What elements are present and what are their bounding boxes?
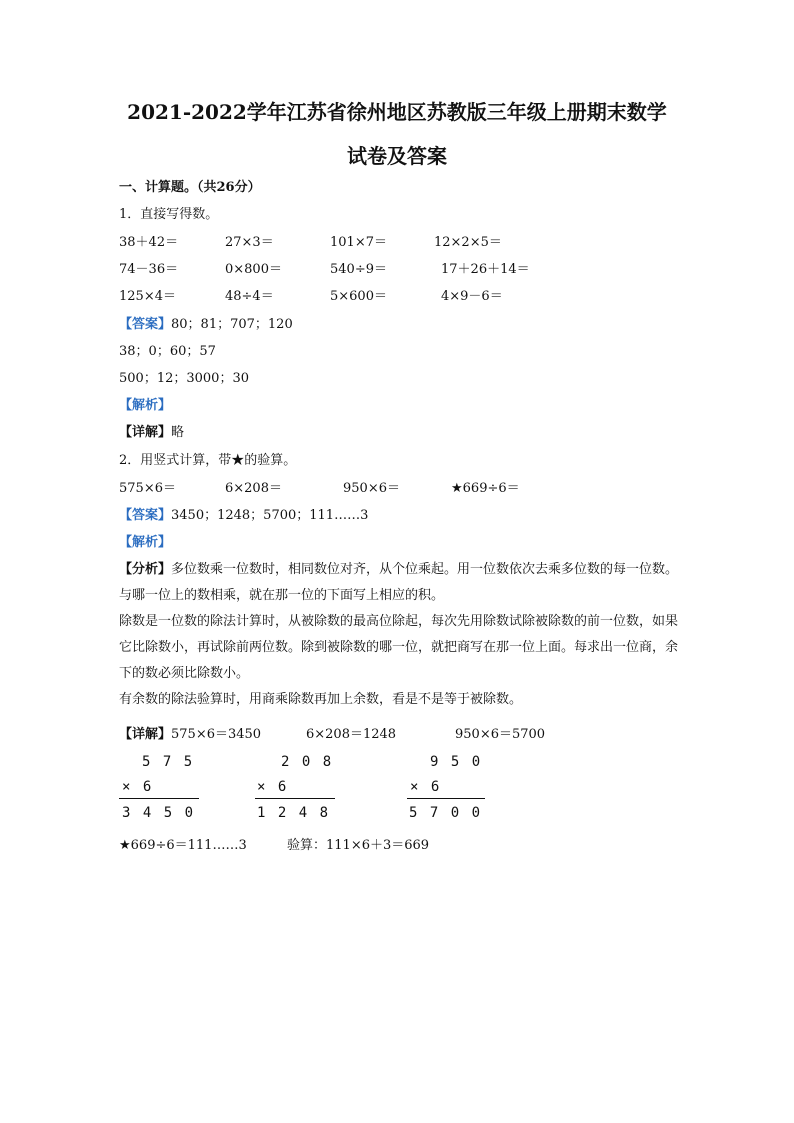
answer-text: 3450；1248；5700；111……3 xyxy=(171,508,369,523)
detail-item: 575×6＝3450 xyxy=(171,727,262,742)
vertical-rule xyxy=(255,798,335,799)
vertical-product: 5 7 0 0 xyxy=(409,805,483,821)
q1-detail-line xyxy=(119,425,184,441)
q1-answer-line3: 500；12；3000；30 xyxy=(119,371,249,386)
q2-answer-line xyxy=(119,508,368,524)
q1-cell: 5×600＝ xyxy=(330,289,387,304)
vertical-rule xyxy=(407,798,485,799)
q1-analysis-tag: 【解析】 xyxy=(119,398,172,413)
vertical-multiplicand: 9 5 0 xyxy=(430,754,483,770)
vertical-product: 3 4 5 0 xyxy=(122,805,196,821)
answer-text: 80；81；707；120 xyxy=(171,317,293,332)
q2-item: 6×208＝ xyxy=(225,481,282,496)
detail-tag: 【详解】 xyxy=(119,727,172,742)
document-title-line2: 试卷及答案 xyxy=(347,144,447,168)
vertical-multiplier: × 6 xyxy=(122,779,154,795)
q1-cell: 0×800＝ xyxy=(225,262,282,277)
q1-cell: 74－36＝ xyxy=(119,262,179,277)
q1-cell: 48÷4＝ xyxy=(225,289,274,304)
q2-detail-line xyxy=(119,727,261,743)
vertical-multiplicand: 5 7 5 xyxy=(142,754,195,770)
detail-tag: 【详解】 xyxy=(119,425,172,440)
q2-prompt: 2．用竖式计算，带★的验算。 xyxy=(119,453,297,468)
q2-fenxi-paragraph-2: 除数是一位数的除法计算时，从被除数的最高位除起，每次先用除数试除被除数的前一位数，如果它比除数小，再试除前两位数。除到被除数的哪一位，就把商写在那一位上面。每求出一位商，余下的数必须比除数小。 xyxy=(119,614,679,681)
check-line: 验算：111×6＋3＝669 xyxy=(287,838,430,853)
q1-cell: 38＋42＝ xyxy=(119,235,179,250)
q2-item: 950×6＝ xyxy=(343,481,400,496)
q2-analysis-tag: 【解析】 xyxy=(119,535,172,550)
q2-fenxi-paragraph xyxy=(119,557,679,609)
q1-answer-line xyxy=(119,317,293,333)
answer-tag: 【答案】 xyxy=(119,508,172,523)
detail-item: 950×6＝5700 xyxy=(455,727,546,742)
q1-prompt: 1．直接写得数。 xyxy=(119,207,219,222)
q1-cell: 4×9－6＝ xyxy=(441,289,503,304)
vertical-multiplier: × 6 xyxy=(257,779,289,795)
q1-cell: 27×3＝ xyxy=(225,235,274,250)
q2-item: 575×6＝ xyxy=(119,481,176,496)
vertical-multiplier: × 6 xyxy=(410,779,442,795)
detail-text: 略 xyxy=(171,425,185,440)
vertical-multiplicand: 2 0 8 xyxy=(281,754,334,770)
q2-item: ★669÷6＝ xyxy=(451,481,520,496)
fenxi-text-1: 多位数乘一位数时，相同数位对齐，从个位乘起。用一位数依次去乘多位数的每一位数。与哪一位上的数相乘，就在那一位的下面写上相应的积。 xyxy=(119,562,679,603)
section1-heading: 一、计算题。（共26分） xyxy=(119,180,261,195)
q1-cell: 125×4＝ xyxy=(119,289,176,304)
vertical-rule xyxy=(119,798,199,799)
fenxi-tag: 【分析】 xyxy=(119,562,172,577)
answer-tag: 【答案】 xyxy=(119,317,172,332)
q1-cell: 101×7＝ xyxy=(330,235,387,250)
q1-cell: 17＋26＋14＝ xyxy=(441,262,530,277)
q1-cell: 540÷9＝ xyxy=(330,262,387,277)
vertical-product: 1 2 4 8 xyxy=(257,805,331,821)
detail-item: 6×208＝1248 xyxy=(306,727,397,742)
q1-cell: 12×2×5＝ xyxy=(434,235,502,250)
division-line: ★669÷6＝111……3 xyxy=(119,838,247,853)
q1-answer-line2: 38；0；60；57 xyxy=(119,344,216,359)
document-title-line1: 2021-2022学年江苏省徐州地区苏教版三年级上册期末数学 xyxy=(127,100,667,124)
q2-fenxi-paragraph-3: 有余数的除法验算时，用商乘除数再加上余数，看是不是等于被除数。 xyxy=(119,692,523,707)
